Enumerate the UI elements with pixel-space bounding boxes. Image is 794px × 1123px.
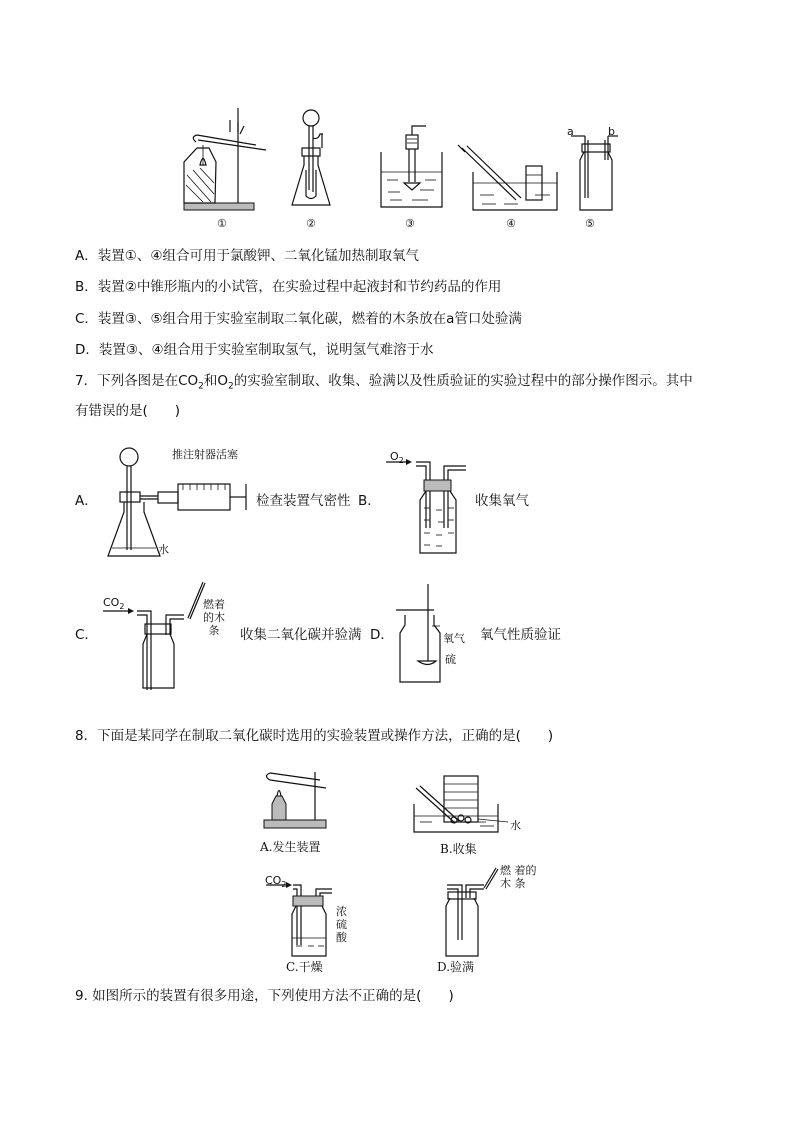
apparatus-label-1: ① (217, 217, 227, 230)
q7-syringe-label: 推注射器活塞 (172, 448, 238, 461)
q7-option-b-caption[interactable]: 收集氧气 (475, 493, 529, 509)
q8-d-verify-apparatus (446, 868, 498, 956)
q7-b-collect-oxygen-apparatus (386, 459, 466, 553)
q7-sulfur-label: 硫 (445, 653, 456, 666)
apparatus-3-beaker-setup (381, 126, 442, 207)
q7-option-d-letter[interactable]: D． (370, 627, 394, 643)
q7-d-oxygen-property-apparatus (396, 584, 440, 682)
q7-b-gas-label (390, 450, 404, 465)
q7-b-gas-sub: 2 (398, 456, 404, 466)
q8-acid-label-line1: 浓 (336, 905, 347, 918)
q8-caption-d[interactable]: D.验满 (437, 960, 475, 974)
q6-option-b[interactable]: B．装置②中锥形瓶内的小试管，在实验过程中起液封和节约药品的作用 (75, 279, 502, 295)
q7-c-gas-co: CO (103, 596, 120, 609)
apparatus-label-4: ④ (506, 217, 516, 230)
q6-option-a[interactable]: A．装置①、④组合可用于氯酸钾、二氧化锰加热制取氧气 (75, 248, 419, 264)
q7-water-label: 水 (158, 543, 169, 556)
q7-sub-co2: 2 (198, 381, 204, 392)
q7-c-gas-label (103, 596, 124, 611)
q8-stick-label (500, 864, 537, 890)
q7-option-a-caption[interactable]: 检查装置气密性 (256, 493, 351, 509)
q7-a-airtightness-apparatus (108, 448, 246, 556)
q7-b-gas-o: O (390, 450, 399, 463)
q7-stick-label-line1: 燃着 (203, 598, 225, 611)
q8-c-gas-label (265, 874, 286, 889)
q8-drawings (0, 760, 794, 990)
port-label-a: a (567, 125, 574, 138)
q7-option-c-caption[interactable]: 收集二氧化碳并验满 (240, 627, 362, 643)
q7-c-gas-sub: 2 (119, 602, 125, 612)
q8-c-gas-co: CO (265, 874, 282, 887)
q7-text-mid: 和O (203, 373, 229, 389)
q9-question: 9. 如图所示的装置有很多用途，下列使用方法不正确的是( ) (75, 988, 454, 1004)
q8-acid-label (336, 905, 347, 944)
apparatus-label-3: ③ (405, 217, 415, 230)
apparatus-label-2: ② (306, 217, 316, 230)
q7-question-line1 (75, 372, 693, 396)
port-label-b: b (608, 125, 615, 138)
q7-option-b-letter[interactable]: B． (358, 493, 381, 509)
q7-text-end: 的实验室制取、收集、验满以及性质验证的实验过程中的部分操作图示。其中 (233, 373, 693, 389)
q7-option-d-caption[interactable]: 氧气性质验证 (480, 627, 561, 643)
q7-option-c-letter[interactable]: C． (75, 627, 98, 643)
q7-question-line2: 有错误的是( ) (75, 403, 181, 419)
q8-water-label: 水 (510, 819, 521, 832)
q8-a-generator-apparatus (264, 772, 326, 828)
q6-option-c[interactable]: C．装置③、⑤组合用于实验室制取二氧化碳，燃着的木条放在a管口处验满 (75, 311, 522, 327)
q8-caption-b[interactable]: B.收集 (440, 842, 477, 856)
q7-stick-label-line2: 的木 (203, 611, 225, 624)
apparatus-5-gas-bottle (571, 136, 618, 210)
q7-oxygen-label: 氧气 (443, 632, 465, 645)
q8-acid-label-line2: 硫 (336, 918, 347, 931)
q7-text-start: 7．下列各图是在CO (75, 373, 199, 389)
apparatus-2-conical-flask (292, 110, 330, 205)
q7-stick-label (203, 598, 225, 637)
q7-stick-label-line3: 条 (208, 624, 220, 637)
q6-option-d[interactable]: D．装置③、④组合用于实验室制取氢气，说明氢气难溶于水 (75, 342, 434, 358)
q8-acid-label-line3: 酸 (336, 931, 347, 944)
apparatus-4-water-trough (458, 145, 557, 210)
q8-stick-label-line2: 木 条 (500, 877, 526, 890)
apparatus-label-5: ⑤ (585, 217, 595, 230)
q7-sub-o2: 2 (228, 381, 234, 392)
q8-c-drying-apparatus (266, 882, 332, 956)
top-apparatus-drawings (0, 0, 794, 240)
apparatus-1-heating-setup (184, 108, 266, 210)
q8-caption-a[interactable]: A.发生装置 (260, 840, 321, 854)
q8-stick-label-line1: 燃 着的 (500, 864, 537, 877)
q7-option-a-letter[interactable]: A． (75, 493, 98, 509)
q8-question: 8．下面是某同学在制取二氧化碳时选用的实验装置或操作方法，正确的是( ) (75, 728, 554, 744)
q8-caption-c[interactable]: C.干燥 (286, 960, 323, 974)
q8-b-collect-apparatus (414, 776, 508, 832)
q8-c-gas-sub: 2 (281, 880, 287, 890)
